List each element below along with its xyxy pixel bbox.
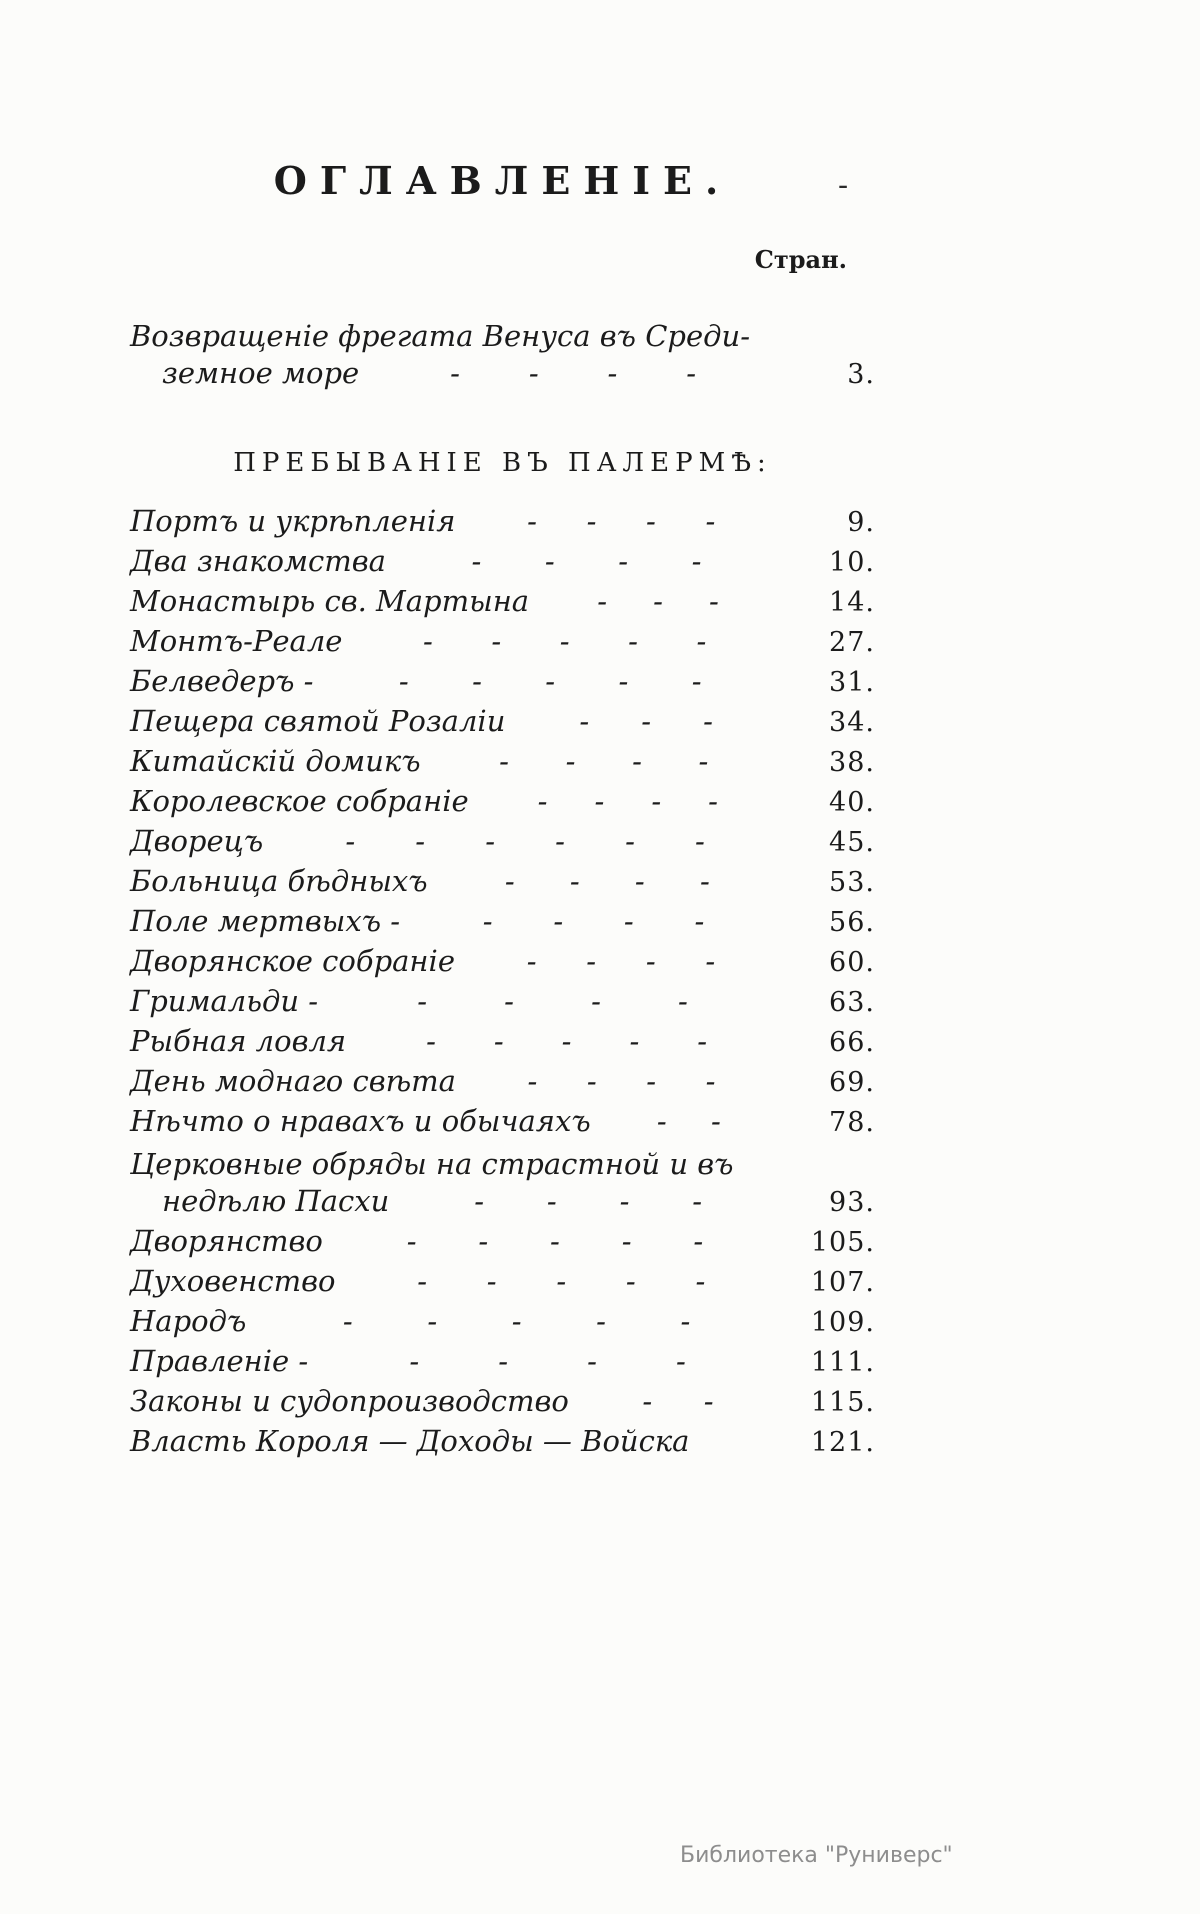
dash-leader: -	[485, 824, 496, 858]
dash-leader: -	[642, 1384, 653, 1418]
dash-leader: -	[427, 1304, 438, 1338]
toc-entry-title-line1: Церковные обряды на страстной и въ	[130, 1147, 734, 1181]
dash-leader: -	[511, 1304, 522, 1338]
toc-entry	[130, 704, 875, 744]
toc-dash-leaders	[505, 704, 787, 738]
toc-dash-leaders	[313, 664, 787, 698]
dash-leader: -	[623, 904, 634, 938]
toc-entry-title: Поле мертвыхъ -	[130, 904, 401, 938]
dash-leader: -	[594, 784, 605, 818]
toc-entry-title: Дворянство	[130, 1224, 323, 1258]
dash-leader: -	[705, 1064, 716, 1098]
toc-entry-title: Дворецъ	[130, 824, 264, 858]
dash-leader: -	[491, 624, 502, 658]
toc-entry-title: Гримальди -	[130, 984, 319, 1018]
dash-leader: -	[629, 1024, 640, 1058]
dash-leader: -	[486, 1264, 497, 1298]
dash-leader: -	[705, 944, 716, 978]
dash-leader: -	[528, 356, 539, 390]
dash-leader: -	[676, 1344, 686, 1378]
dash-leader: -	[646, 504, 656, 538]
dash-leader: -	[691, 544, 702, 578]
dash-leader: -	[621, 1224, 632, 1258]
toc-entry	[130, 1064, 875, 1104]
dash-leader: -	[537, 784, 548, 818]
dash-leader: -	[705, 504, 716, 538]
dash-leader: -	[632, 744, 642, 778]
dash-leader: -	[591, 984, 601, 1018]
dash-leader: -	[556, 1264, 567, 1298]
toc-dash-leaders	[246, 1304, 787, 1338]
toc-entry	[130, 584, 875, 624]
dash-leader: -	[406, 1224, 417, 1258]
toc-entry-title: Нѣчто о нравахъ и обычаяхъ	[130, 1104, 591, 1138]
toc-entry-title: День моднаго свѣта	[130, 1064, 456, 1098]
dash-leader: -	[697, 1024, 708, 1058]
toc-entry-title: Китайскій домикъ	[130, 744, 421, 778]
dash-leader: -	[478, 1224, 489, 1258]
dash-leader: -	[423, 624, 433, 658]
toc-entry-page-number: 121.	[810, 1427, 875, 1458]
dash-leader: -	[471, 544, 482, 578]
dash-leader: -	[504, 864, 515, 898]
toc-entry-title: земное море	[162, 356, 360, 390]
toc-entry	[130, 1224, 875, 1264]
dash-leader: -	[625, 1264, 636, 1298]
toc-entry-page-number: 60.	[829, 947, 875, 978]
toc-entry-page-number: 34.	[829, 707, 875, 738]
dash-leader: -	[544, 544, 555, 578]
toc-entries	[130, 504, 875, 1464]
dash-leader: -	[698, 744, 709, 778]
dash-leader: -	[493, 1024, 504, 1058]
dash-leader: -	[691, 664, 702, 698]
toc-entry	[130, 944, 875, 984]
toc-dash-leaders	[400, 904, 787, 938]
toc-dash-leaders	[346, 1024, 787, 1058]
toc-entry	[130, 984, 875, 1024]
dash-leader: -	[651, 784, 662, 818]
toc-entry	[130, 1384, 875, 1424]
dash-leader: -	[342, 1304, 353, 1338]
toc-entry-title: Больница бѣдныхъ	[130, 864, 428, 898]
dash-leader: -	[708, 784, 718, 818]
dash-leader: -	[579, 704, 590, 738]
dash-leader: -	[550, 1224, 560, 1258]
dash-leader: -	[695, 824, 705, 858]
toc-entry	[130, 624, 875, 664]
toc-entry-title: Правленіе -	[130, 1344, 309, 1378]
toc-entry	[130, 904, 875, 944]
dash-leader: -	[653, 584, 663, 618]
dash-leader: -	[450, 356, 460, 390]
dash-leader: -	[345, 824, 356, 858]
dash-leader: -	[553, 904, 564, 938]
toc-entry-title: недѣлю Пасхи	[162, 1184, 390, 1218]
dash-leader: -	[415, 824, 426, 858]
toc-entry	[130, 784, 875, 824]
scan-artifact-dash: -	[838, 168, 849, 203]
dash-leader: -	[695, 1264, 706, 1298]
dash-leader: -	[703, 704, 713, 738]
dash-leader: -	[596, 1304, 606, 1338]
toc-entry	[130, 664, 875, 704]
dash-leader: -	[426, 1024, 436, 1058]
toc-entry-title: Дворянское собраніе	[130, 944, 455, 978]
toc-dash-leaders	[389, 1184, 787, 1218]
toc-entry	[130, 864, 875, 904]
toc-entry-page-number: 78.	[829, 1107, 875, 1138]
dash-leader: -	[694, 904, 705, 938]
toc-dash-leaders	[456, 1064, 787, 1098]
toc-entry-page-number: 111.	[810, 1347, 875, 1378]
toc-entry-page-number: 27.	[829, 627, 875, 658]
toc-entry-page-number: 9.	[847, 507, 875, 538]
dash-leader: -	[641, 704, 652, 738]
dash-leader: -	[498, 1344, 509, 1378]
toc-entry-title: Духовенство	[130, 1264, 336, 1298]
dash-leader: -	[398, 664, 409, 698]
toc-entry-page-number: 53.	[829, 867, 875, 898]
table-of-contents	[130, 158, 875, 1464]
toc-entry	[130, 824, 875, 864]
dash-leader: -	[527, 1064, 538, 1098]
toc-entry	[130, 1024, 875, 1064]
dash-leader: -	[587, 1344, 597, 1378]
toc-entry-page-number: 93.	[829, 1187, 875, 1218]
dash-leader: -	[678, 984, 688, 1018]
dash-leader: -	[561, 1024, 572, 1058]
dash-leader: -	[565, 744, 576, 778]
toc-entry	[130, 1344, 875, 1384]
dash-leader: -	[409, 1344, 420, 1378]
page-column-header: Стран.	[754, 245, 847, 274]
toc-entry	[130, 744, 875, 784]
toc-entry	[130, 1104, 875, 1144]
toc-entry-title: Пещера святой Розаліи	[130, 704, 506, 738]
dash-leader: -	[417, 984, 428, 1018]
dash-leader: -	[645, 944, 656, 978]
toc-entry-page-number: 40.	[829, 787, 875, 818]
dash-leader: -	[646, 1064, 657, 1098]
toc-entry-title: Белведеръ -	[130, 664, 314, 698]
toc-entry-page-number: 45.	[829, 827, 875, 858]
toc-entry-title: Портъ и укрѣпленія	[130, 504, 456, 538]
toc-entry-page-number: 10.	[829, 547, 875, 578]
toc-entry	[130, 1424, 875, 1464]
dash-leader: -	[472, 664, 482, 698]
toc-entry	[130, 316, 875, 396]
dash-leader: -	[693, 1224, 704, 1258]
dash-leader: -	[686, 356, 697, 390]
toc-entry-title: Власть Короля — Доходы — Войска	[130, 1424, 690, 1458]
toc-dash-leaders	[428, 864, 787, 898]
toc-entry-title: Королевское собраніе	[130, 784, 469, 818]
toc-dash-leaders	[359, 356, 787, 390]
dash-leader: -	[628, 624, 638, 658]
dash-leader: -	[619, 1184, 630, 1218]
toc-entry-page-number: 38.	[829, 747, 875, 778]
toc-dash-leaders	[318, 984, 787, 1018]
toc-entry	[130, 1304, 875, 1344]
toc-dash-leaders	[263, 824, 787, 858]
dash-leader: -	[586, 944, 597, 978]
library-watermark: Библиотека "Руниверс"	[680, 1843, 953, 1868]
dash-leader: -	[526, 944, 537, 978]
toc-entry-title: Монтъ-Реале	[130, 624, 343, 658]
toc-entry	[130, 544, 875, 584]
toc-entry-page-number: 115.	[810, 1387, 875, 1418]
dash-leader: -	[527, 504, 537, 538]
dash-leader: -	[625, 824, 635, 858]
dash-leader: -	[618, 664, 629, 698]
page-title: ОГЛАВЛЕНІЕ.	[273, 158, 732, 203]
toc-dash-leaders	[469, 784, 787, 818]
toc-entry	[130, 1144, 875, 1224]
toc-entry-title: Рыбная ловля	[130, 1024, 347, 1058]
toc-entry-page-number: 109.	[810, 1307, 875, 1338]
dash-leader: -	[545, 664, 556, 698]
toc-entry-page-number: 3.	[847, 359, 875, 390]
toc-entry-page-number: 107.	[810, 1267, 875, 1298]
dash-leader: -	[555, 824, 565, 858]
dash-leader: -	[586, 1064, 597, 1098]
toc-entry-page-number: 63.	[829, 987, 875, 1018]
toc-dash-leaders	[386, 544, 787, 578]
dash-leader: -	[709, 584, 719, 618]
dash-leader: -	[692, 1184, 703, 1218]
toc-entry-title: Монастырь св. Мартына	[130, 584, 530, 618]
dash-leader: -	[546, 1184, 557, 1218]
dash-leader: -	[696, 624, 707, 658]
toc-entry-title: Два знакомства	[130, 544, 386, 578]
dash-leader: -	[656, 1104, 667, 1138]
toc-entry-title: Народъ	[130, 1304, 247, 1338]
toc-dash-leaders	[342, 624, 787, 658]
toc-entry-page-number: 66.	[829, 1027, 875, 1058]
section-heading: ПРЕБЫВАНІЕ ВЪ ПАЛЕРМѢ:	[233, 448, 772, 478]
dash-leader: -	[482, 904, 493, 938]
toc-entry-page-number: 14.	[829, 587, 875, 618]
toc-entry-page-number: 31.	[829, 667, 875, 698]
toc-pre-entries	[130, 316, 875, 396]
toc-dash-leaders	[529, 584, 787, 618]
toc-entry-title-line1: Возвращеніе фрегата Венуса въ Среди-	[130, 319, 750, 353]
toc-entry-title: Законы и судопроизводство	[130, 1384, 569, 1418]
dash-leader: -	[559, 624, 570, 658]
toc-entry	[130, 1264, 875, 1304]
dash-leader: -	[710, 1104, 721, 1138]
dash-leader: -	[634, 864, 645, 898]
toc-entry	[130, 504, 875, 544]
dash-leader: -	[703, 1384, 714, 1418]
dash-leader: -	[597, 584, 608, 618]
toc-dash-leaders	[455, 504, 787, 538]
toc-entry-page-number: 69.	[829, 1067, 875, 1098]
dash-leader: -	[680, 1304, 691, 1338]
toc-dash-leaders	[569, 1384, 787, 1418]
toc-dash-leaders	[323, 1224, 787, 1258]
toc-entry-page-number: 105.	[810, 1227, 875, 1258]
toc-dash-leaders	[591, 1104, 787, 1138]
toc-dash-leaders	[308, 1344, 787, 1378]
dash-leader: -	[586, 504, 597, 538]
dash-leader: -	[618, 544, 629, 578]
dash-leader: -	[699, 864, 710, 898]
toc-dash-leaders	[335, 1264, 787, 1298]
dash-leader: -	[417, 1264, 427, 1298]
toc-entry-page-number: 56.	[829, 907, 875, 938]
dash-leader: -	[607, 356, 618, 390]
toc-dash-leaders	[421, 744, 787, 778]
toc-dash-leaders	[455, 944, 787, 978]
dash-leader: -	[504, 984, 514, 1018]
dash-leader: -	[569, 864, 580, 898]
dash-leader: -	[499, 744, 509, 778]
dash-leader: -	[474, 1184, 484, 1218]
